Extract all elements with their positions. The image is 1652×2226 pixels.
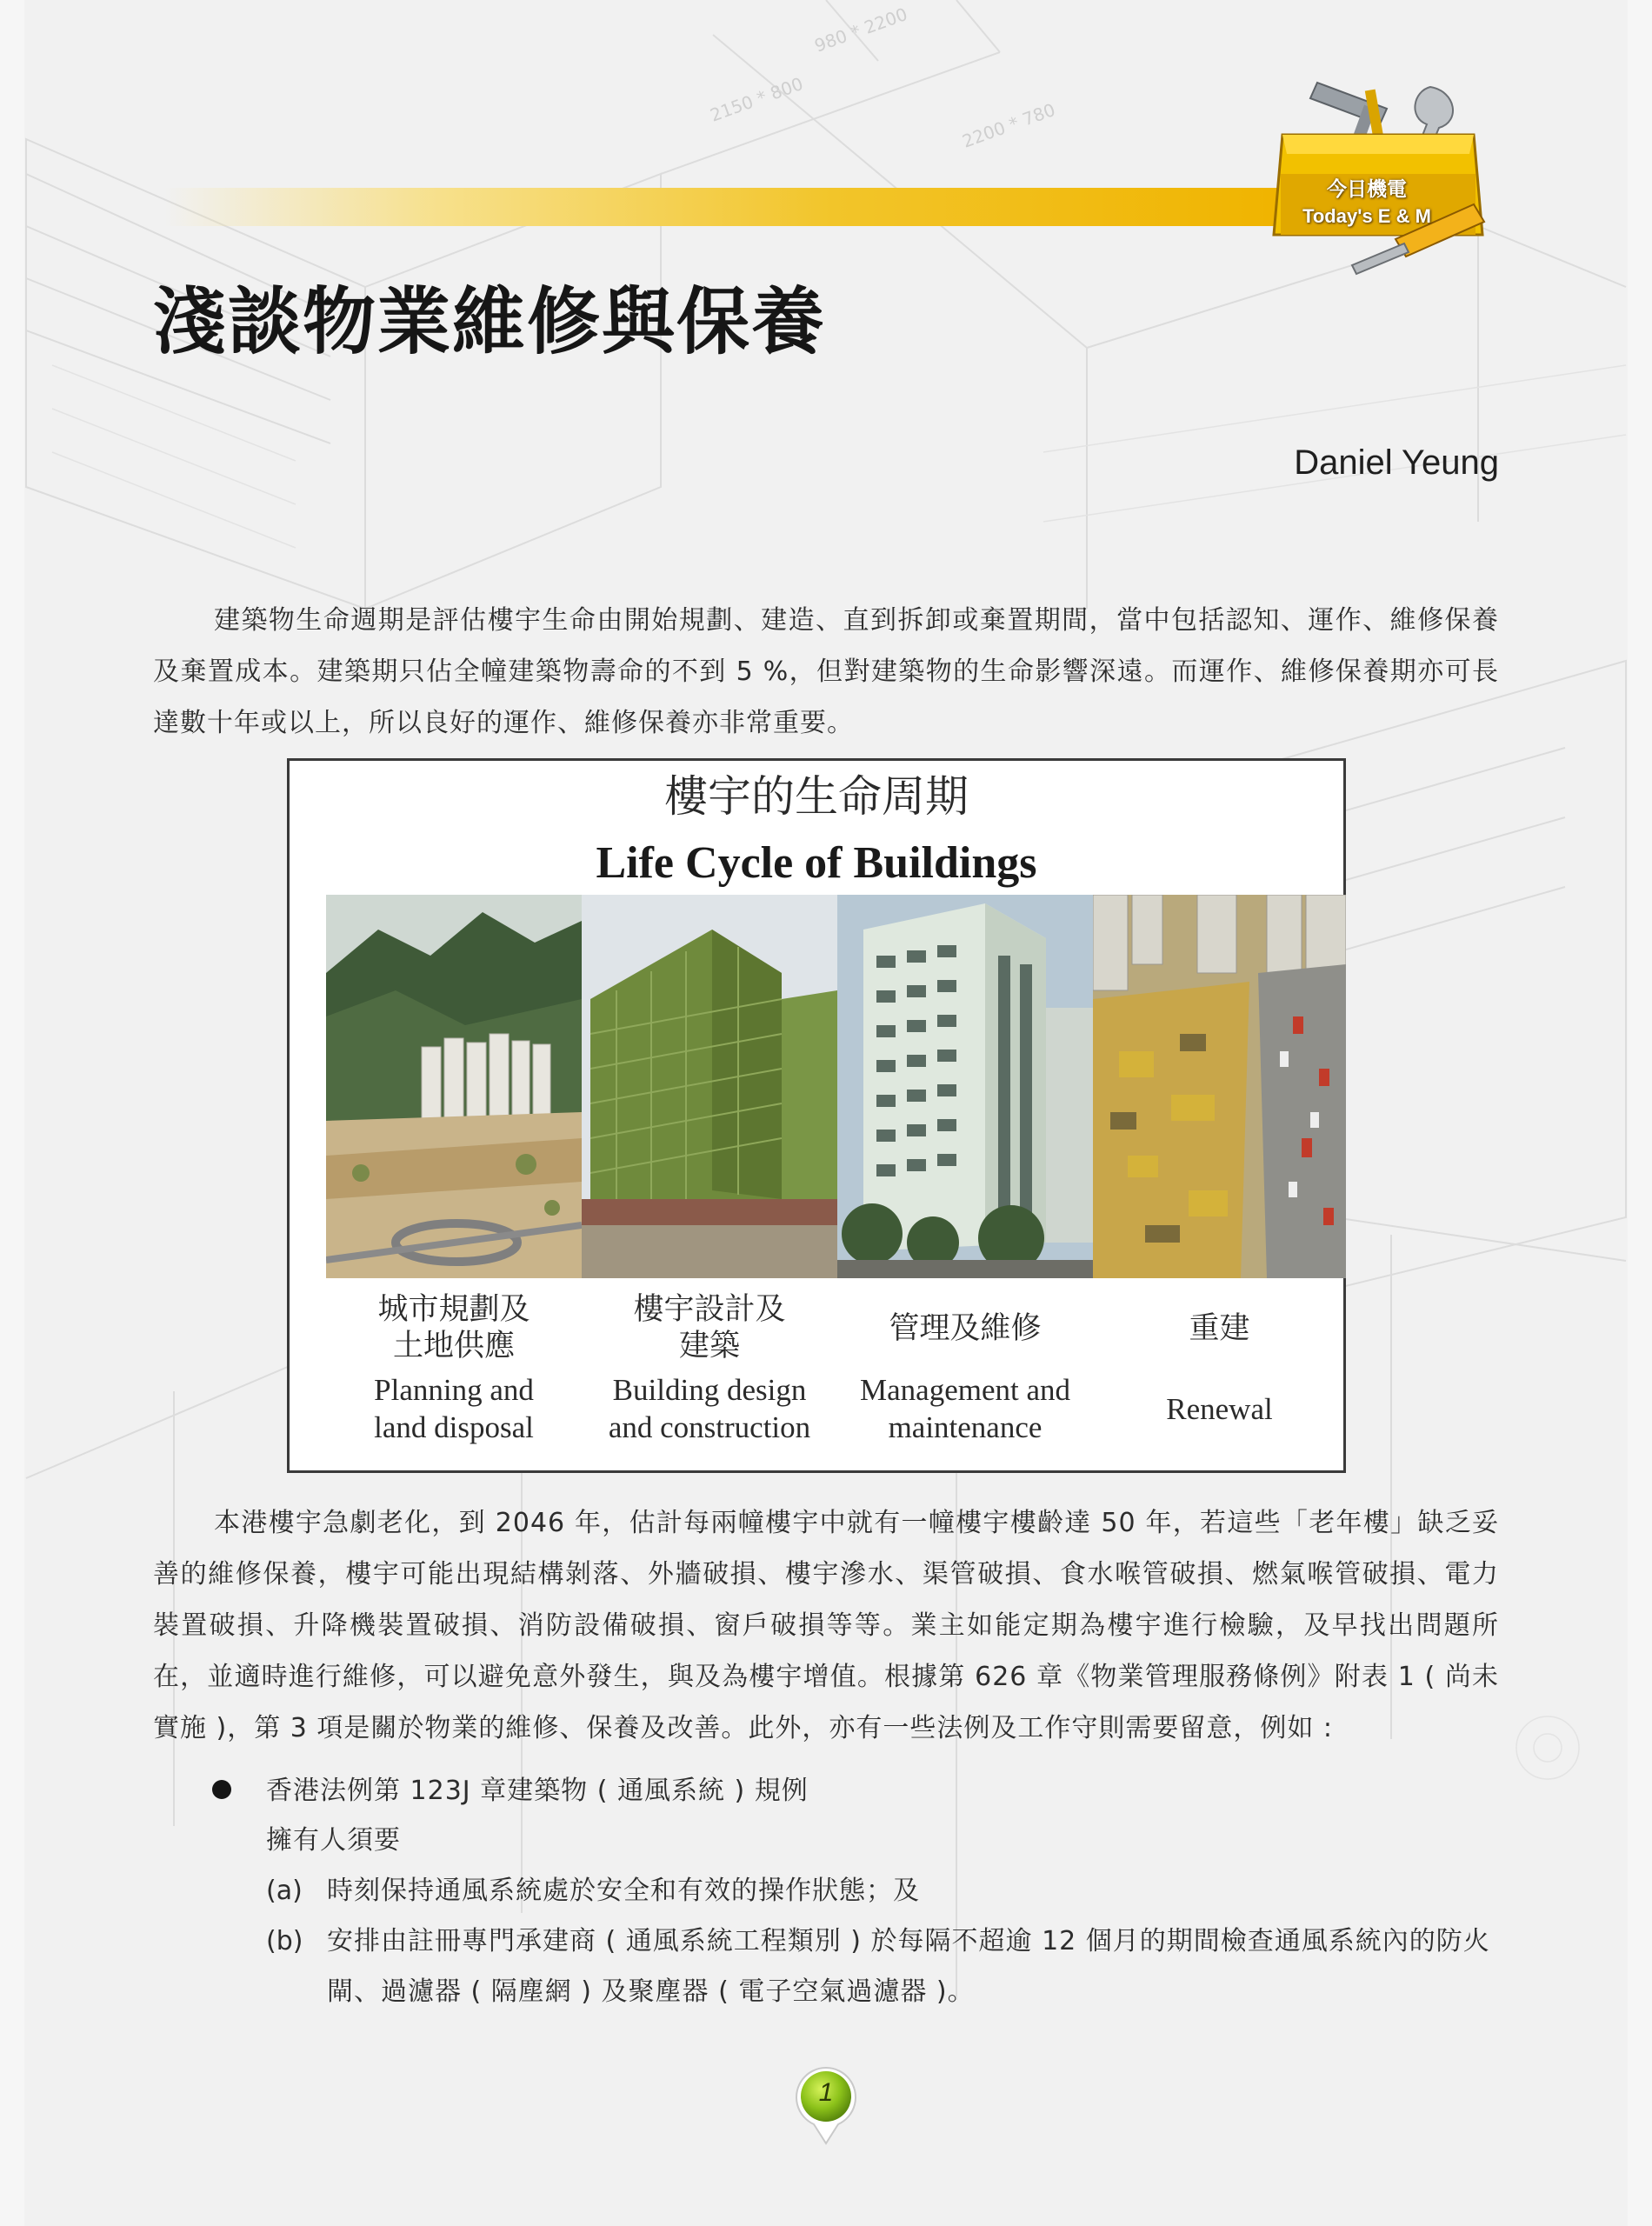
- stage-construction: [570, 1291, 849, 1446]
- header-accent-bar: [165, 188, 1278, 226]
- stage-maintenance: [837, 1291, 1093, 1446]
- stage-en-line: land disposal: [374, 1410, 534, 1444]
- stage-renewal: [1093, 1291, 1346, 1428]
- intro-paragraph: 建築物生命週期是評估樓宇生命由開始規劃、建造、直到拆卸或棄置期間，當中包括認知、運作、維修保養及棄置成本。建築期只佔全幢建築物壽命的不到 5 %，但對建築物的生命影響深遠。而運作、維修保養期亦可長達數十年或以上，所以良好的運作、維修保養亦非常重要。: [153, 605, 1499, 738]
- stage-en-line: Management and: [860, 1373, 1070, 1407]
- stage-planning: [326, 1291, 582, 1446]
- badge-label-zh: 今日機電: [1327, 177, 1407, 200]
- stage-en-line: Building design: [612, 1373, 807, 1407]
- life-cycle-figure: [287, 758, 1346, 1473]
- sub-item-marker: (b): [266, 1926, 303, 1956]
- figure-title-zh: 樓宇的生命周期: [664, 771, 969, 822]
- maintenance-photo: [837, 895, 1093, 1278]
- stage-label-en: [326, 1371, 582, 1446]
- page-number: 1: [818, 2078, 834, 2107]
- badge-label-en: Today's E & M: [1302, 205, 1431, 227]
- figure-title-en: Life Cycle of Buildings: [596, 838, 1037, 888]
- bullet-icon: [212, 1780, 231, 1799]
- svg-text:2200 * 780: 2200 * 780: [959, 98, 1058, 152]
- stage-en-line: and construction: [608, 1410, 811, 1444]
- stage-label-en: Renewal: [1166, 1392, 1273, 1426]
- stage-label-zh: 重建: [1189, 1311, 1250, 1346]
- stage-label-zh: [570, 1291, 849, 1371]
- sub-item-text: 安排由註冊專門承建商 ( 通風系統工程類別 ) 於每隔不超逾 12 個月的期間檢查通風系統內的防火閘、過濾器 ( 隔塵網 ) 及聚塵器 ( 電子空氣過濾器 )。: [327, 1926, 1490, 2007]
- renewal-photo: [1093, 895, 1346, 1278]
- section-badge: [1280, 174, 1454, 240]
- stage-label-zh: [326, 1291, 582, 1371]
- stage-zh-line: 城市規劃及: [377, 1292, 530, 1327]
- stage-zh-line: 建築: [678, 1329, 740, 1363]
- regulation-item-lead: 擁有人須要: [266, 1825, 401, 1856]
- svg-text:980 * 2200: 980 * 2200: [811, 3, 910, 57]
- article-title: 淺談物業維修與保養: [153, 279, 827, 364]
- author-name: Daniel Yeung: [1294, 443, 1499, 482]
- stage-zh-line: 樓宇設計及: [633, 1292, 786, 1327]
- construction-photo: [582, 895, 837, 1278]
- stage-en-line: Planning and: [374, 1373, 534, 1407]
- regulation-item-title: 香港法例第 123J 章建築物 ( 通風系統 ) 規例: [266, 1776, 809, 1806]
- stage-zh-line: 土地供應: [392, 1329, 515, 1363]
- stage-en-line: maintenance: [888, 1410, 1042, 1444]
- stage-label-en: [570, 1371, 849, 1446]
- planning-photo: [326, 895, 582, 1278]
- stage-label-en: [837, 1371, 1093, 1446]
- sub-item-marker: (a): [266, 1876, 303, 1906]
- body-paragraph: 本港樓宇急劇老化，到 2046 年，估計每兩幢樓宇中就有一幢樓宇樓齡達 50 年，若這些「老年樓」缺乏妥善的維修保養，樓宇可能出現結構剝落、外牆破損、樓宇滲水、渠管破損、食水喉管破損、燃氣喉管破損、電力裝置破損、升降機裝置破損、消防設備破損、窗戶破損等等。業主如能定期為樓宇進行檢驗，及早找出問題所在，並適時進行維修，可以避免意外發生，與及為樓宇增值。根據第 626 章《物業管理服務條例》附表 1 ( 尚未實施 )，第 3 項是關於物業的維修、保養及改善。此外，亦有一些法例及工作守則需要留意，例如 :: [153, 1508, 1499, 1743]
- svg-text:2150 * 800: 2150 * 800: [707, 72, 806, 126]
- sub-item-text: 時刻保持通風系統處於安全和有效的操作狀態；及: [327, 1876, 920, 1906]
- stage-label-zh: 管理及維修: [889, 1311, 1042, 1346]
